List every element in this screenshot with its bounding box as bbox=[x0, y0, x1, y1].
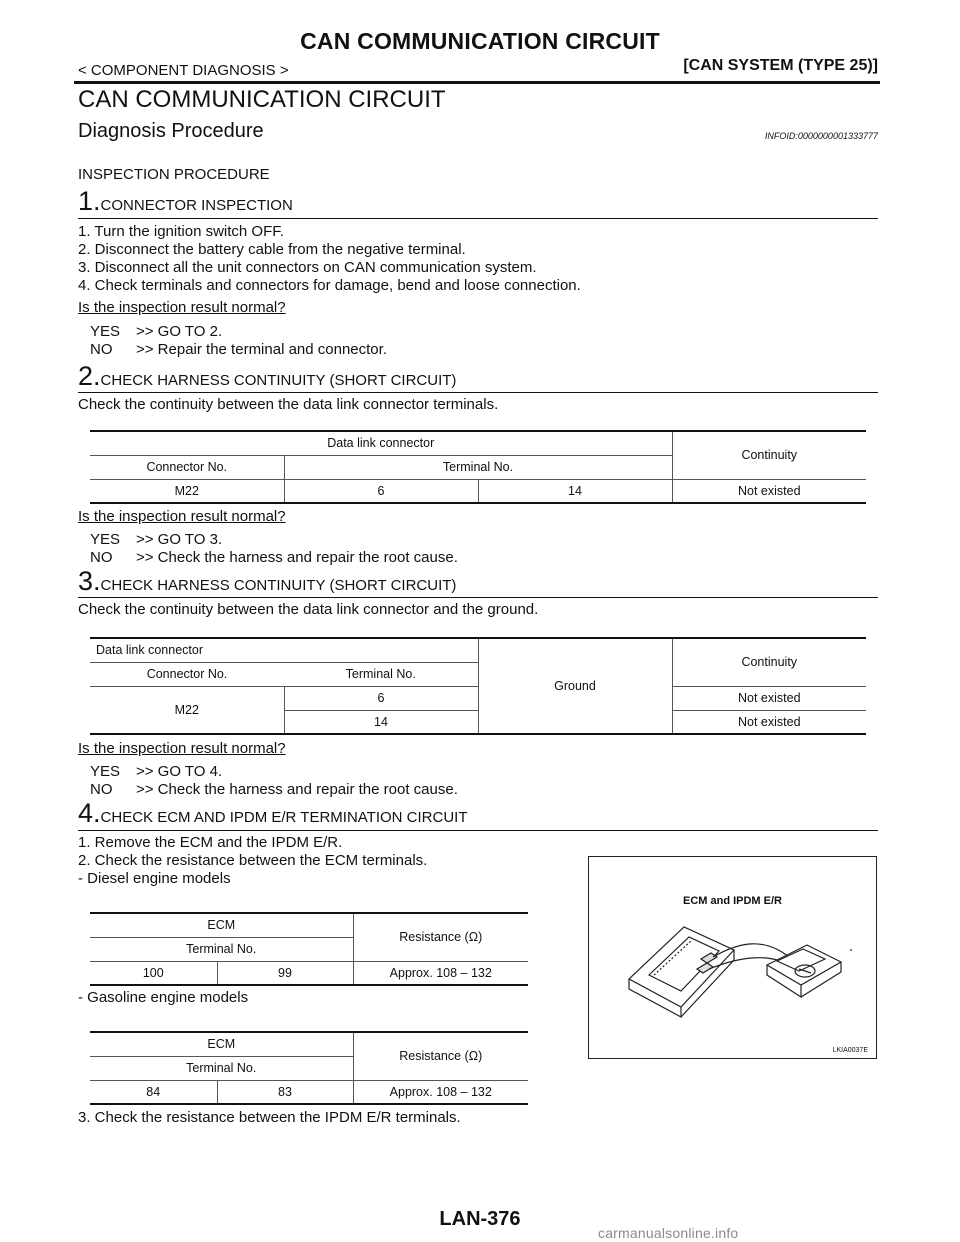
list-item: 4. Check terminals and connectors for damage, bend and loose connection. bbox=[78, 277, 581, 294]
table-cell: Approx. 108 – 132 bbox=[353, 1080, 528, 1104]
ecm-ipdm-figure bbox=[588, 856, 877, 1059]
table-cell: 14 bbox=[284, 710, 478, 734]
list-item: 1. Turn the ignition switch OFF. bbox=[78, 223, 284, 240]
step-rule bbox=[78, 597, 878, 598]
watermark: carmanualsonline.info bbox=[598, 1225, 739, 1241]
step-4-heading bbox=[78, 798, 468, 829]
page-number: LAN-376 bbox=[439, 1208, 521, 1230]
step-number: 1. bbox=[78, 186, 101, 216]
table-group-header: ECM bbox=[90, 1032, 353, 1056]
table-cell: Not existed bbox=[672, 686, 866, 710]
step-2-text: Check the continuity between the data link connector terminals. bbox=[78, 396, 499, 413]
step-1-list bbox=[78, 223, 581, 295]
table-terminal-header: Terminal No. bbox=[284, 662, 478, 686]
step-rule bbox=[78, 392, 878, 393]
table-cell: Not existed bbox=[672, 710, 866, 734]
step-2-heading bbox=[78, 361, 456, 392]
step-3-heading bbox=[78, 566, 456, 597]
yes-action: >> GO TO 2. bbox=[136, 323, 223, 340]
continuity-table-1 bbox=[90, 430, 866, 504]
list-item: - Diesel engine models bbox=[78, 870, 231, 887]
list-item: 2. Check the resistance between the ECM terminals. bbox=[78, 852, 428, 869]
figure-caption: ECM and IPDM E/R bbox=[682, 895, 782, 907]
step-title: CHECK ECM AND IPDM E/R TERMINATION CIRCUIT bbox=[100, 809, 468, 826]
table-cell: 6 bbox=[284, 686, 478, 710]
no-label: NO bbox=[90, 549, 113, 566]
table-cell: 84 bbox=[90, 1080, 217, 1104]
table-result-header: Continuity bbox=[672, 431, 866, 479]
table-result-header: Resistance (Ω) bbox=[353, 1032, 528, 1080]
multimeter-illustration-icon bbox=[589, 857, 876, 1058]
table-terminal-header: Terminal No. bbox=[90, 937, 353, 961]
step-rule bbox=[78, 830, 878, 831]
step-4-list bbox=[78, 834, 427, 888]
step-4-item-3: 3. Check the resistance between the IPDM E/R terminals. bbox=[78, 1109, 461, 1126]
continuity-table-2 bbox=[90, 637, 866, 735]
table-connector-header: Connector No. bbox=[90, 662, 284, 686]
result-question: Is the inspection result normal? bbox=[78, 740, 286, 757]
gasoline-label: - Gasoline engine models bbox=[78, 989, 249, 1006]
header-divider bbox=[74, 81, 880, 84]
table-cell: Not existed bbox=[672, 479, 866, 503]
no-action: >> Check the harness and repair the root cause. bbox=[136, 549, 458, 566]
inspection-label: INSPECTION PROCEDURE bbox=[78, 166, 270, 183]
yes-action: >> GO TO 3. bbox=[136, 531, 223, 548]
table-terminal-header: Terminal No. bbox=[90, 1056, 353, 1080]
page-header-title: CAN COMMUNICATION CIRCUIT bbox=[300, 28, 660, 54]
no-label: NO bbox=[90, 781, 113, 798]
list-item: 2. Disconnect the battery cable from the negative terminal. bbox=[78, 241, 466, 258]
yes-label: YES bbox=[90, 531, 121, 548]
section-title: CAN COMMUNICATION CIRCUIT bbox=[78, 86, 446, 113]
list-item: 1. Remove the ECM and the IPDM E/R. bbox=[78, 834, 343, 851]
step-1-heading bbox=[78, 186, 293, 217]
yes-action: >> GO TO 4. bbox=[136, 763, 223, 780]
yes-label: YES bbox=[90, 323, 121, 340]
table-row bbox=[90, 1080, 528, 1104]
table-cell: M22 bbox=[90, 686, 284, 734]
table-group-header: ECM bbox=[90, 913, 353, 937]
result-question: Is the inspection result normal? bbox=[78, 508, 286, 525]
no-label: NO bbox=[90, 341, 113, 358]
table-result-header: Resistance (Ω) bbox=[353, 913, 528, 961]
yes-no-branch bbox=[90, 763, 458, 799]
table-cell: 6 bbox=[284, 479, 478, 503]
figure-code: LKIA0037E bbox=[832, 1047, 868, 1054]
table-connector-header: Connector No. bbox=[90, 455, 284, 479]
step-number: 4. bbox=[78, 798, 101, 828]
table-cell: M22 bbox=[90, 479, 284, 503]
table-ground-header: Ground bbox=[478, 638, 672, 734]
step-number: 3. bbox=[78, 566, 101, 596]
ecm-gasoline-table bbox=[90, 1031, 528, 1105]
step-title: CONNECTOR INSPECTION bbox=[100, 197, 293, 214]
result-question: Is the inspection result normal? bbox=[78, 299, 286, 316]
table-cell: 99 bbox=[217, 961, 353, 985]
table-cell: 14 bbox=[478, 479, 672, 503]
list-item: 3. Disconnect all the unit connectors on CAN communication system. bbox=[78, 259, 537, 276]
table-group-header: Data link connector bbox=[90, 431, 672, 455]
subsection-title: Diagnosis Procedure bbox=[78, 120, 264, 142]
table-cell: 100 bbox=[90, 961, 217, 985]
ecm-diesel-table bbox=[90, 912, 528, 986]
table-row bbox=[90, 479, 866, 503]
step-number: 2. bbox=[78, 361, 101, 391]
table-group-header: Data link connector bbox=[90, 638, 478, 662]
header-system-type: [CAN SYSTEM (TYPE 25)] bbox=[683, 57, 878, 74]
table-terminal-header: Terminal No. bbox=[284, 455, 672, 479]
header-breadcrumb: < COMPONENT DIAGNOSIS > bbox=[78, 62, 289, 79]
info-id: INFOID:0000000001333777 bbox=[764, 131, 878, 141]
step-rule bbox=[78, 218, 878, 219]
yes-label: YES bbox=[90, 763, 121, 780]
table-result-header: Continuity bbox=[672, 638, 866, 686]
step-title: CHECK HARNESS CONTINUITY (SHORT CIRCUIT) bbox=[100, 577, 457, 594]
step-3-text: Check the continuity between the data link connector and the ground. bbox=[78, 601, 539, 618]
table-row bbox=[90, 961, 528, 985]
table-cell: 83 bbox=[217, 1080, 353, 1104]
table-cell: Approx. 108 – 132 bbox=[353, 961, 528, 985]
yes-no-branch bbox=[90, 531, 458, 567]
yes-no-branch bbox=[90, 323, 387, 359]
step-title: CHECK HARNESS CONTINUITY (SHORT CIRCUIT) bbox=[100, 372, 457, 389]
no-action: >> Repair the terminal and connector. bbox=[136, 341, 387, 358]
no-action: >> Check the harness and repair the root cause. bbox=[136, 781, 458, 798]
